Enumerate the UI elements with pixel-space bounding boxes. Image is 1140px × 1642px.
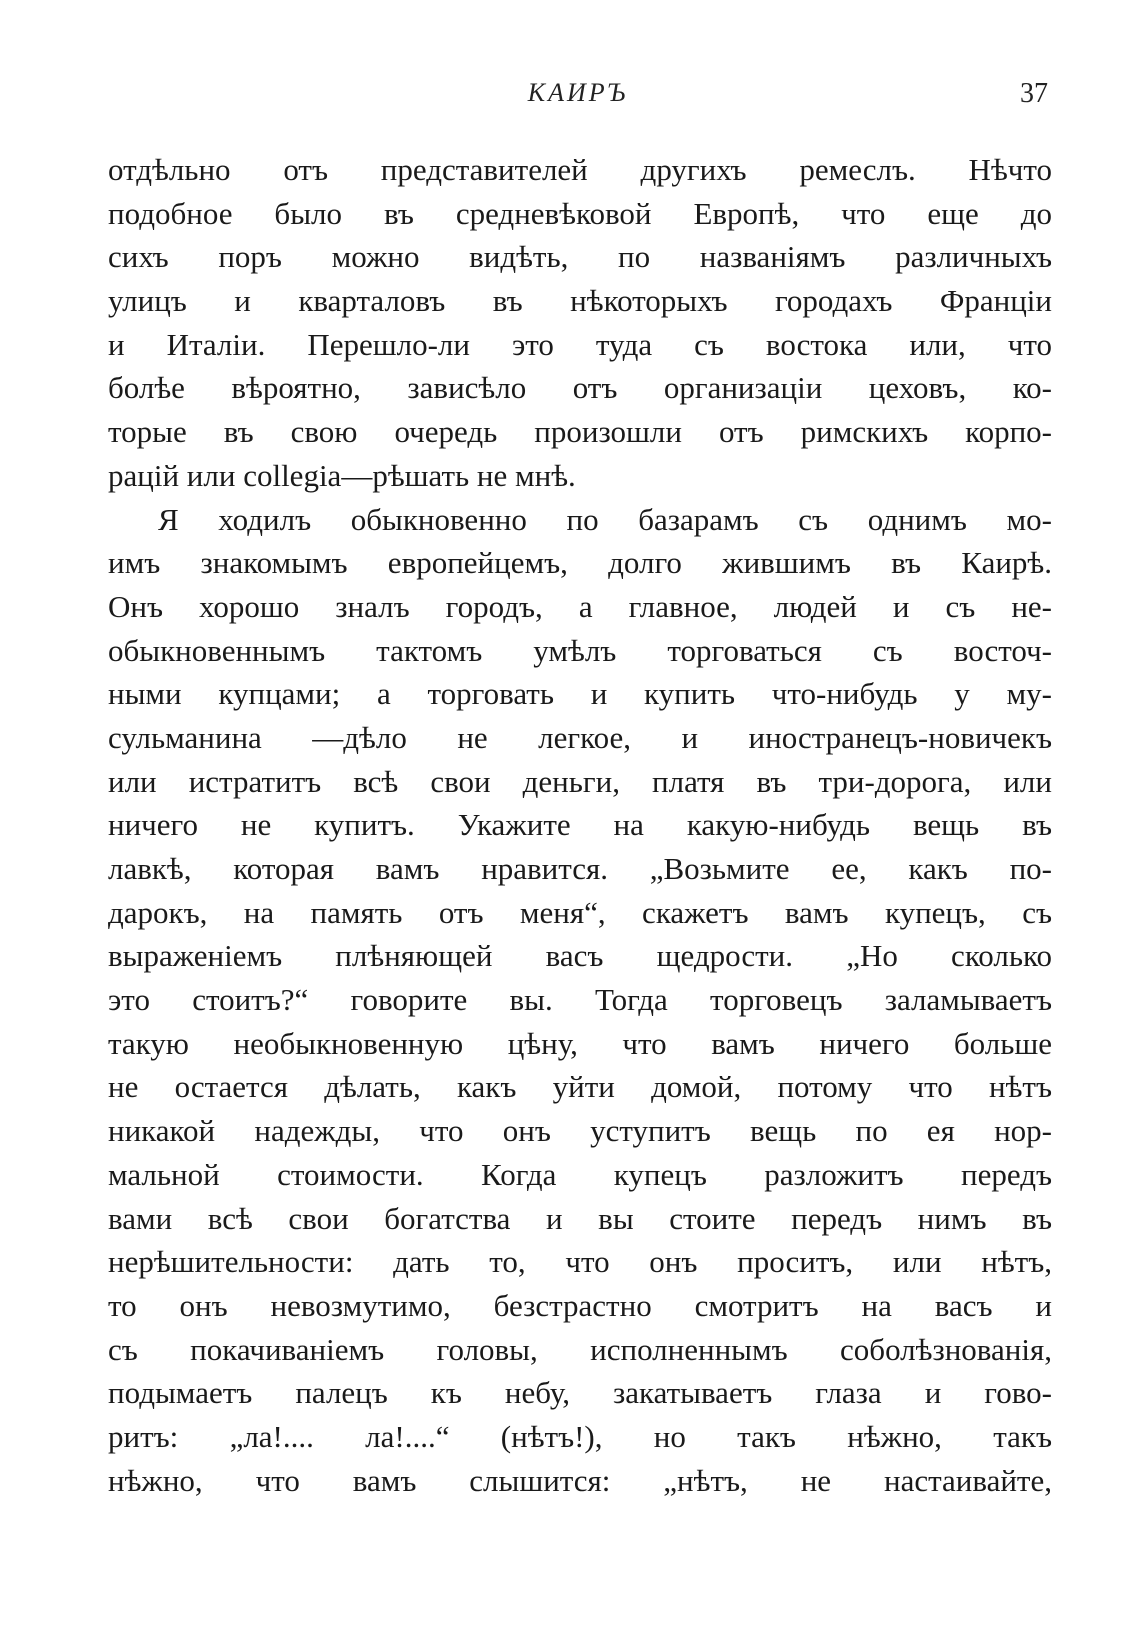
text-line: сихъ поръ можно видѣть, по названіямъ различныхъ	[108, 239, 1052, 275]
text-line: улицъ и кварталовъ въ нѣкоторыхъ городахъ Франціи	[108, 283, 1052, 319]
text-line: нѣжно, что вамъ слышится: „нѣтъ, не настаивайте,	[108, 1462, 1052, 1498]
text-line: болѣе вѣроятно, зависѣло отъ организаціи цеховъ, ко-	[108, 370, 1052, 406]
body-text	[108, 148, 1052, 1502]
text-line: не остается дѣлать, какъ уйти домой, потому что нѣтъ	[108, 1069, 1052, 1105]
text-line: обыкновеннымъ тактомъ умѣлъ торговаться съ восточ-	[108, 632, 1052, 668]
text-line: отдѣльно отъ представителей другихъ ремеслъ. Нѣчто	[108, 152, 1052, 187]
text-line: это стоитъ?“ говорите вы. Тогда торговецъ заламываетъ	[108, 982, 1052, 1018]
text-line: Онъ хорошо зналъ городъ, а главное, людей и съ не-	[108, 588, 1052, 624]
text-line: лавкѣ, которая вамъ нравится. „Возьмите ее, какъ по-	[108, 851, 1052, 886]
text-line: ными купцами; а торговать и купить что-нибудь у му-	[108, 676, 1052, 712]
text-line: или истратитъ всѣ свои деньги, платя въ три-дорога, или	[108, 763, 1052, 799]
text-line: никакой надежды, что онъ уступитъ вещь по ея нор-	[108, 1113, 1052, 1149]
text-line: нерѣшительности: дать то, что онъ проситъ, или нѣтъ,	[108, 1244, 1052, 1280]
text-line: подобное было въ средневѣковой Европѣ, что еще до	[108, 195, 1052, 231]
text-line: мальной стоимости. Когда купецъ разложитъ передъ	[108, 1156, 1052, 1192]
text-line: то онъ невозмутимо, безстрастно смотритъ на васъ и	[108, 1287, 1052, 1323]
text-line: Я ходилъ обыкновенно по базарамъ съ однимъ мо-	[158, 501, 1052, 537]
text-line: ритъ: „ла!.... ла!....“ (нѣтъ!), но такъ нѣжно, такъ	[108, 1418, 1052, 1454]
text-line: съ покачиваніемъ головы, исполненнымъ соболѣзнованія,	[108, 1331, 1052, 1367]
running-title: КАИРЪ	[527, 78, 629, 107]
running-head	[108, 78, 1048, 118]
text-line: сульманина —дѣло не легкое, и иностранецъ-новичекъ	[108, 719, 1052, 755]
text-line: ничего не купитъ. Укажите на какую-нибудь вещь въ	[108, 807, 1052, 843]
text-line: имъ знакомымъ европейцемъ, долго жившимъ въ Каирѣ.	[108, 545, 1052, 581]
text-line: рацій или collegia—рѣшать не мнѣ.	[108, 457, 576, 493]
text-line: торые въ свою очередь произошли отъ римскихъ корпо-	[108, 414, 1052, 450]
page-number: 37	[1020, 78, 1048, 109]
text-line: и Италіи. Перешло-ли это туда съ востока или, что	[108, 326, 1052, 362]
text-line: такую необыкновенную цѣну, что вамъ ничего больше	[108, 1025, 1052, 1061]
text-line: подымаетъ палецъ къ небу, закатываетъ глаза и гово-	[108, 1375, 1052, 1411]
text-line: выраженіемъ плѣняющей васъ щедрости. „Но сколько	[108, 938, 1052, 974]
text-line: дарокъ, на память отъ меня“, скажетъ вамъ купецъ, съ	[108, 894, 1052, 930]
text-line: вами всѣ свои богатства и вы стоите передъ нимъ въ	[108, 1200, 1052, 1236]
